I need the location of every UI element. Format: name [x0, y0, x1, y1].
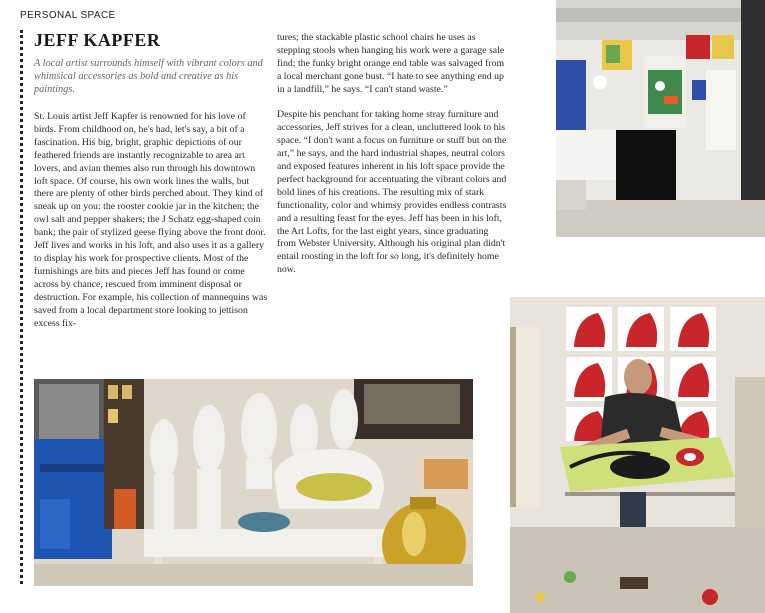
headline: JEFF KAPFER [34, 30, 161, 50]
body-paragraph: tures; the stackable plastic school chairs he uses as stepping stools when hanging his work were a garage sale find; the funky bright orange end table was salvaged from a local merchant gone bust. “I hate to see anything end up in a landfill,” he says. “I can't stand waste.” [277, 32, 505, 95]
body-paragraph: Despite his penchant for taking home stray furniture and accessories, Jeff strives for a clean, uncluttered look to his space. “I don't want a focus on furniture or stuff but on the art,” he says, and the hard industrial shapes, neutral colors and exposed features inherent in his loft space provide the perfect background for accentuating the vibrant colors and bold lines of his creations. The resulting mix of stark functionality, color and whimsy provides endless contrasts and a resulting feast for the eyes. Jeff has been in his loft, the Art Lofts, for the last eight years, since graduating from Webster University. Although his original plan didn't entail roosting in the loft for so long, it's definitely home now. [277, 109, 507, 276]
section-label: PERSONAL SPACE [20, 10, 116, 21]
body-column-1: St. Louis artist Jeff Kapfer is renowned for his love of birds. From childhood on, he's had, let's say, a bit of a fascination. His big, bright, graphic depictions of our feathered friends are instantly recognizable to area art lovers, and avian themes also run through his downtown loft space. Of course, his own work lines the walls, but there are plenty of other birds perched about. They kind of sneak up on you: the rooster cookie jar in the kitchen; the owl salt and pepper shakers; the J Schatz egg-shaped coin bank; the pair of stylized geese flying above the front door. Jeff lives and works in his loft, and also uses it as a gallery to display his work for prospective clients. Most of the furnishings are bits and pieces Jeff has found or come across by chance, rescued from imminent disposal or destruction. For example, his collection of mannequins was saved from a local department store looking to jettison excess fix- [34, 111, 268, 329]
artist-painting-photo [510, 297, 765, 613]
body-column-2 [277, 32, 509, 290]
kitchen-photo [556, 0, 765, 237]
showroom-photo [34, 379, 473, 586]
deck-subtitle: A local artist surrounds himself with vibrant colors and whimsical accessories as bold and creative as his paintings. [34, 58, 263, 95]
dotted-rule [20, 30, 23, 584]
